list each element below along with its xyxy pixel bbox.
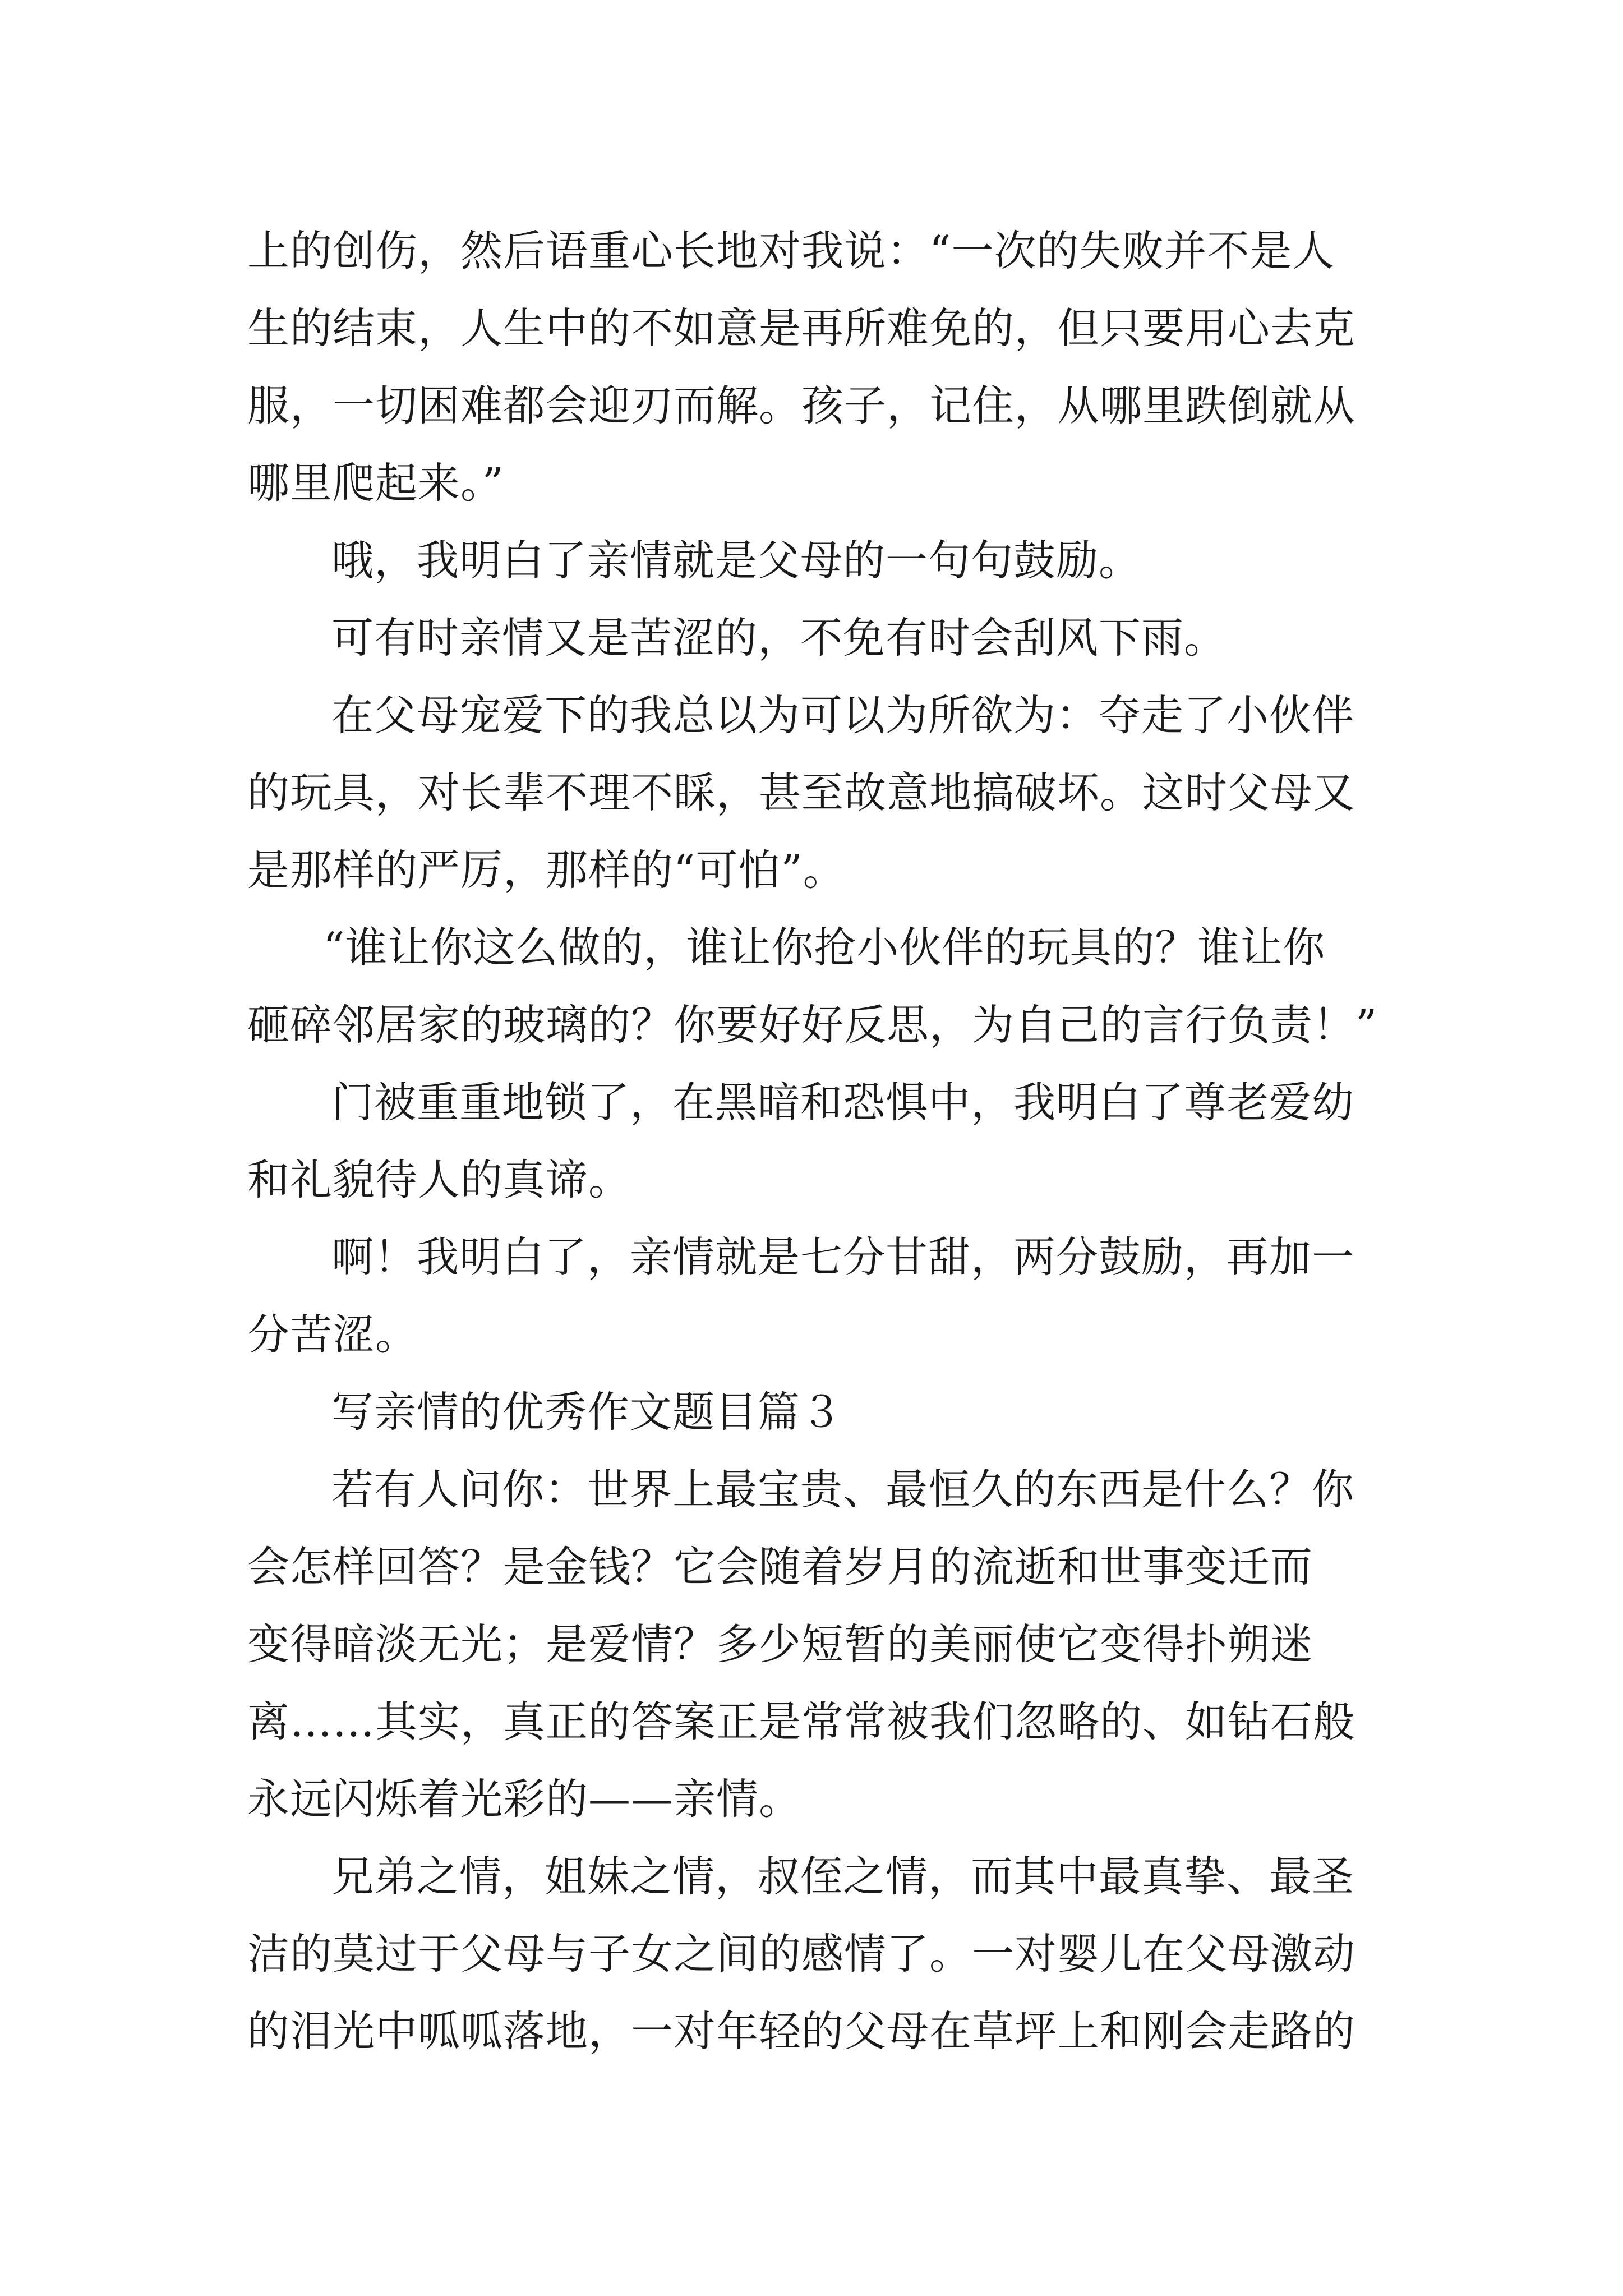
paragraph-start: “谁让你这么做的，谁让你抢小伙伴的玩具的？谁让你: [323, 923, 1326, 972]
paragraph-start: 啊！我明白了，亲情就是七分甘甜，两分鼓励，再加一: [331, 1232, 1355, 1282]
paragraph-start: 兄弟之情，姐妹之情，叔侄之情，而其中最真挚、最圣: [331, 1852, 1355, 1901]
paragraph-start: 在父母宠爱下的我总以为可以为所欲为：夺走了小伙伴: [331, 691, 1355, 740]
paragraph-start: 若有人问你：世界上最宝贵、最恒久的东西是什么？你: [331, 1465, 1355, 1514]
text-line: 永远闪烁着光彩的——亲情。: [247, 1774, 802, 1824]
text-line: 生的结束，人生中的不如意是再所难免的，但只要用心去克: [247, 303, 1356, 353]
text-line: 哪里爬起来。”: [247, 458, 504, 508]
paragraph-start: 可有时亲情又是苦涩的，不免有时会刮风下雨。: [331, 613, 1227, 662]
text-line: 洁的莫过于父母与子女之间的感情了。一对婴儿在父母激动: [247, 1929, 1356, 1978]
paragraph-start: 门被重重地锁了，在黑暗和恐惧中，我明白了尊老爱幼: [331, 1078, 1355, 1127]
text-line: 会怎样回答？是金钱？它会随着岁月的流逝和世事变迁而: [247, 1542, 1313, 1591]
text-line: 变得暗淡无光；是爱情？多少短暂的美丽使它变得扑朔迷: [247, 1619, 1313, 1669]
text-line: 的泪光中呱呱落地，一对年轻的父母在草坪上和刚会走路的: [247, 2007, 1356, 2056]
text-line: 的玩具，对长辈不理不睬，甚至故意地搞破坏。这时父母又: [247, 768, 1356, 817]
document-body: [247, 212, 1391, 2070]
text-line: 离……其实，真正的答案正是常常被我们忽略的、如钻石般: [247, 1697, 1356, 1746]
text-line: 分苦涩。: [247, 1310, 418, 1359]
text-line: 是那样的严厉，那样的“可怕”。: [247, 845, 846, 895]
text-line: 服，一切困难都会迎刃而解。孩子，记住，从哪里跌倒就从: [247, 381, 1356, 430]
text-line: 上的创伤，然后语重心长地对我说：“一次的失败并不是人: [247, 226, 1335, 275]
paragraph-start: 哦，我明白了亲情就是父母的一句句鼓励。: [331, 536, 1142, 585]
section-heading: 写亲情的优秀作文题目篇３: [331, 1387, 843, 1437]
text-line: 砸碎邻居家的玻璃的？你要好好反思，为自己的言行负责！”: [247, 1000, 1378, 1050]
text-line: 和礼貌待人的真谛。: [247, 1155, 631, 1204]
